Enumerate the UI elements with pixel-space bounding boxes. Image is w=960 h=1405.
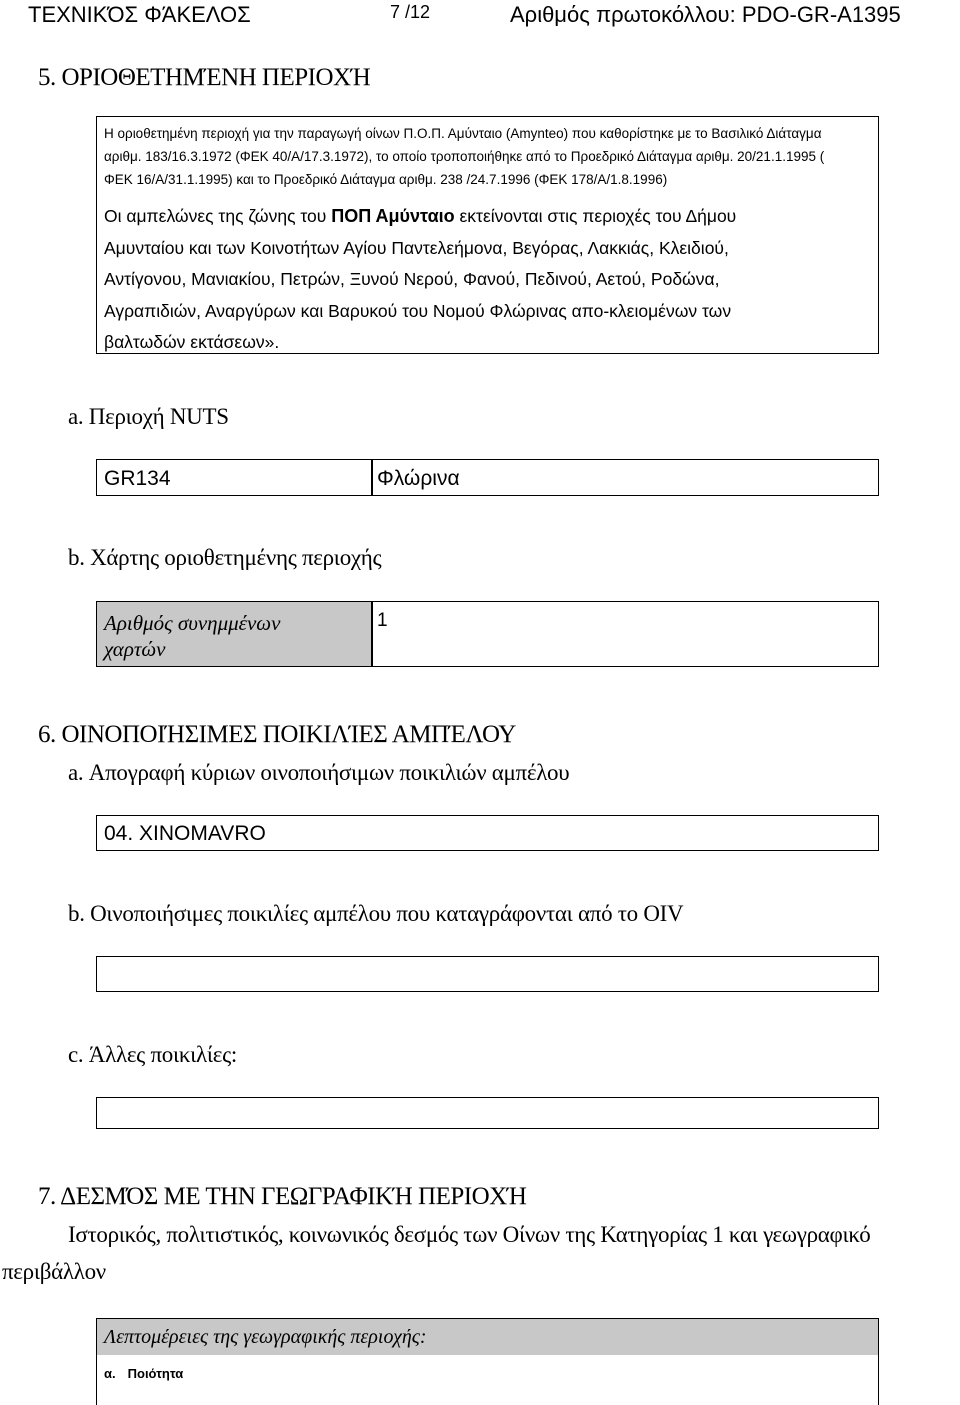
nuts-table xyxy=(96,459,879,496)
legal-line: ΦΕΚ 16/Α/31.1.1995) και το Προεδρικό Διάταγμα αριθμ. 238 /24.7.1996 (ΦΕΚ 178/Α/1.8.1996) xyxy=(104,172,668,187)
desc-line: Αγραπιδιών, Αναργύρων και Βαρυκού του Νομού Φλώρινας απο-κλειομένων των xyxy=(104,300,732,321)
geo-details-label: Λεπτομέρειες της γεωγραφικής περιοχής: xyxy=(104,1326,427,1348)
legal-reference xyxy=(104,122,874,191)
area-description xyxy=(104,201,874,359)
quality-number: α. xyxy=(104,1366,116,1381)
desc-line: Αμυνταίου και των Κοινοτήτων Αγίου Παντελεήμονα, Βεγόρας, Λακκιάς, Κλειδιού, xyxy=(104,237,729,258)
legal-line: αριθμ. 183/16.3.1972 (ΦΕΚ 40/Α/17.3.1972), το οποίο τροποποιήθηκε από το Προεδρικό Διάταγμα αριθμ. 20/21.1.1995 ( xyxy=(104,149,825,164)
section-7-title: 7. ΔΕΣΜΌΣ ΜΕ ΤΗΝ ΓΕΩΓΡΑΦΙΚΉ ΠΕΡΙΟΧΉ xyxy=(38,1183,527,1210)
folder-title: ΤΕΧΝΙΚΌΣ ΦΆΚΕΛΟΣ xyxy=(28,2,251,27)
oiv-varieties-heading: b. Οινοποιήσιμες ποικιλίες αμπέλου που καταγράφονται από το OIV xyxy=(68,901,684,926)
desc-line: Αντίγονου, Μανιακίου, Πετρών, Ξυνού Νερού, Φανού, Πεδινού, Αετού, Ροδώνα, xyxy=(104,269,720,289)
main-variety: 04. XINOMAVRO xyxy=(104,822,266,845)
link-subtitle-line1: Ιστορικός, πολιτιστικός, κοινωνικός δεσμός των Οίνων της Κατηγορίας 1 και γεωγραφικό xyxy=(68,1222,871,1247)
map-heading: b. Χάρτης οριοθετημένης περιοχής xyxy=(68,545,382,570)
legal-line: Η οριοθετημένη περιοχή για την παραγωγή οίνων Π.Ο.Π. Αμύνταιο (Amynteo) που καθορίστηκε με το Βασιλικό Διάταγμα xyxy=(104,126,822,141)
link-subtitle-line2: περιβάλλον xyxy=(2,1259,106,1284)
desc-line: βαλτωδών εκτάσεων». xyxy=(104,332,280,352)
map-label-line: Αριθμός συνημμένων xyxy=(104,611,281,635)
page-number: 7 /12 xyxy=(390,2,431,22)
pdo-name: ΠΟΠ Αμύνταιο xyxy=(331,206,455,226)
protocol-number: Αριθμός πρωτοκόλλου: PDO-GR-A1395 xyxy=(510,2,901,27)
main-varieties-heading: a. Απογραφή κύριων οινοποιήσιμων ποικιλιών αμπέλου xyxy=(68,760,570,785)
map-count: 1 xyxy=(377,610,388,631)
table-divider xyxy=(371,459,373,496)
desc-rest: εκτείνονται στις περιοχές του Δήμου xyxy=(454,206,737,226)
nuts-code: GR134 xyxy=(104,467,171,490)
desc-prefix: Οι αμπελώνες της ζώνης του xyxy=(104,206,332,226)
table-divider xyxy=(371,601,373,667)
section-6-title: 6. ΟΙΝΟΠΟΙΉΣΙΜΕΣ ΠΟΙΚΙΛΊΕΣ ΑΜΠΈΛΟΥ xyxy=(38,721,516,748)
nuts-name: Φλώρινα xyxy=(377,467,460,490)
map-label-line: χαρτών xyxy=(104,637,166,661)
desc-line xyxy=(104,201,874,233)
other-varieties-heading: c. Άλλες ποικιλίες: xyxy=(68,1042,238,1067)
section-5-title: 5. ΟΡΙΟΘΕΤΗΜΈΝΗ ΠΕΡΙΟΧΉ xyxy=(38,64,371,91)
quality-item xyxy=(104,1366,183,1381)
map-label xyxy=(104,610,280,662)
quality-label: Ποιότητα xyxy=(127,1366,184,1381)
nuts-heading: a. Περιοχή NUTS xyxy=(68,404,229,429)
other-varieties-box xyxy=(96,1097,879,1129)
oiv-varieties-box xyxy=(96,956,879,992)
